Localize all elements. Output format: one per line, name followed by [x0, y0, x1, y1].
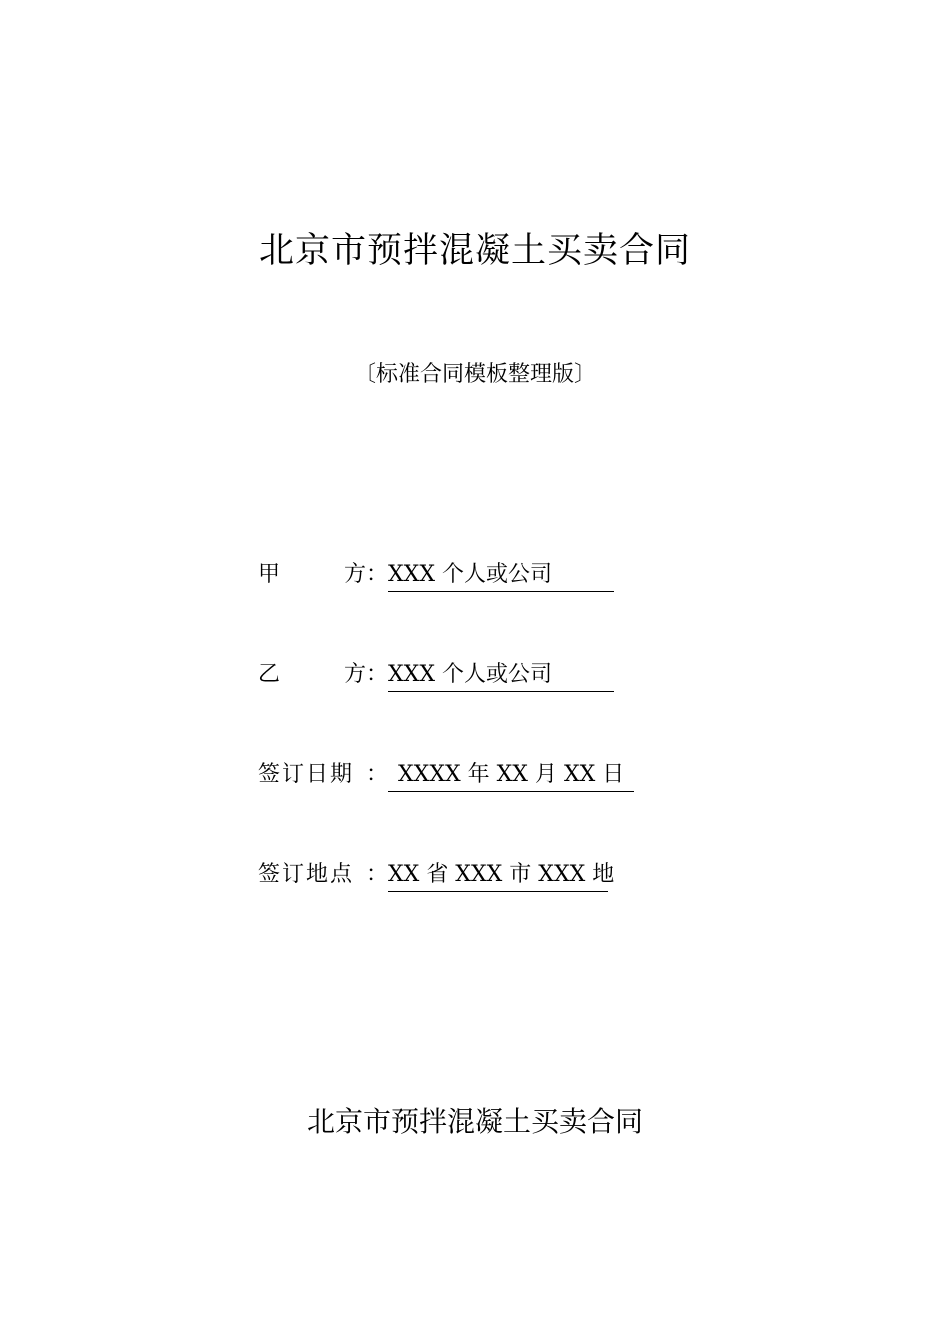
- party-b-label-char1: 乙: [258, 662, 281, 687]
- sign-place-row: [258, 858, 615, 892]
- party-b-row: [258, 658, 614, 692]
- document-title: 北京市预拌混凝土买卖合同: [258, 231, 691, 271]
- party-a-colon: ：: [366, 562, 389, 587]
- sign-place-label: 签订地点: [258, 862, 355, 887]
- sign-place-colon: ：: [366, 862, 389, 887]
- sign-date-row: [258, 758, 634, 792]
- party-a-label-char1: 甲: [258, 562, 281, 587]
- document-subtitle: 〔标准合同模板整理版〕: [353, 362, 596, 387]
- sign-date-label: 签订日期: [258, 762, 355, 787]
- party-b-value: XXX 个人或公司: [388, 660, 614, 692]
- party-a-label: [258, 558, 366, 592]
- party-b-label-char2: 方: [343, 662, 366, 687]
- sign-date-colon: ：: [366, 762, 389, 787]
- party-b-colon: ：: [366, 662, 389, 687]
- footer-title: 北京市预拌混凝土买卖合同: [306, 1105, 643, 1138]
- party-a-value: XXX 个人或公司: [388, 560, 614, 592]
- party-a-label-char2: 方: [343, 562, 366, 587]
- party-a-row: [258, 558, 614, 592]
- sign-place-value: XX 省 XXX 市 XXX 地: [388, 860, 608, 892]
- sign-date-value: XXXX 年 XX 月 XX 日: [388, 760, 634, 792]
- party-b-label: [258, 658, 366, 692]
